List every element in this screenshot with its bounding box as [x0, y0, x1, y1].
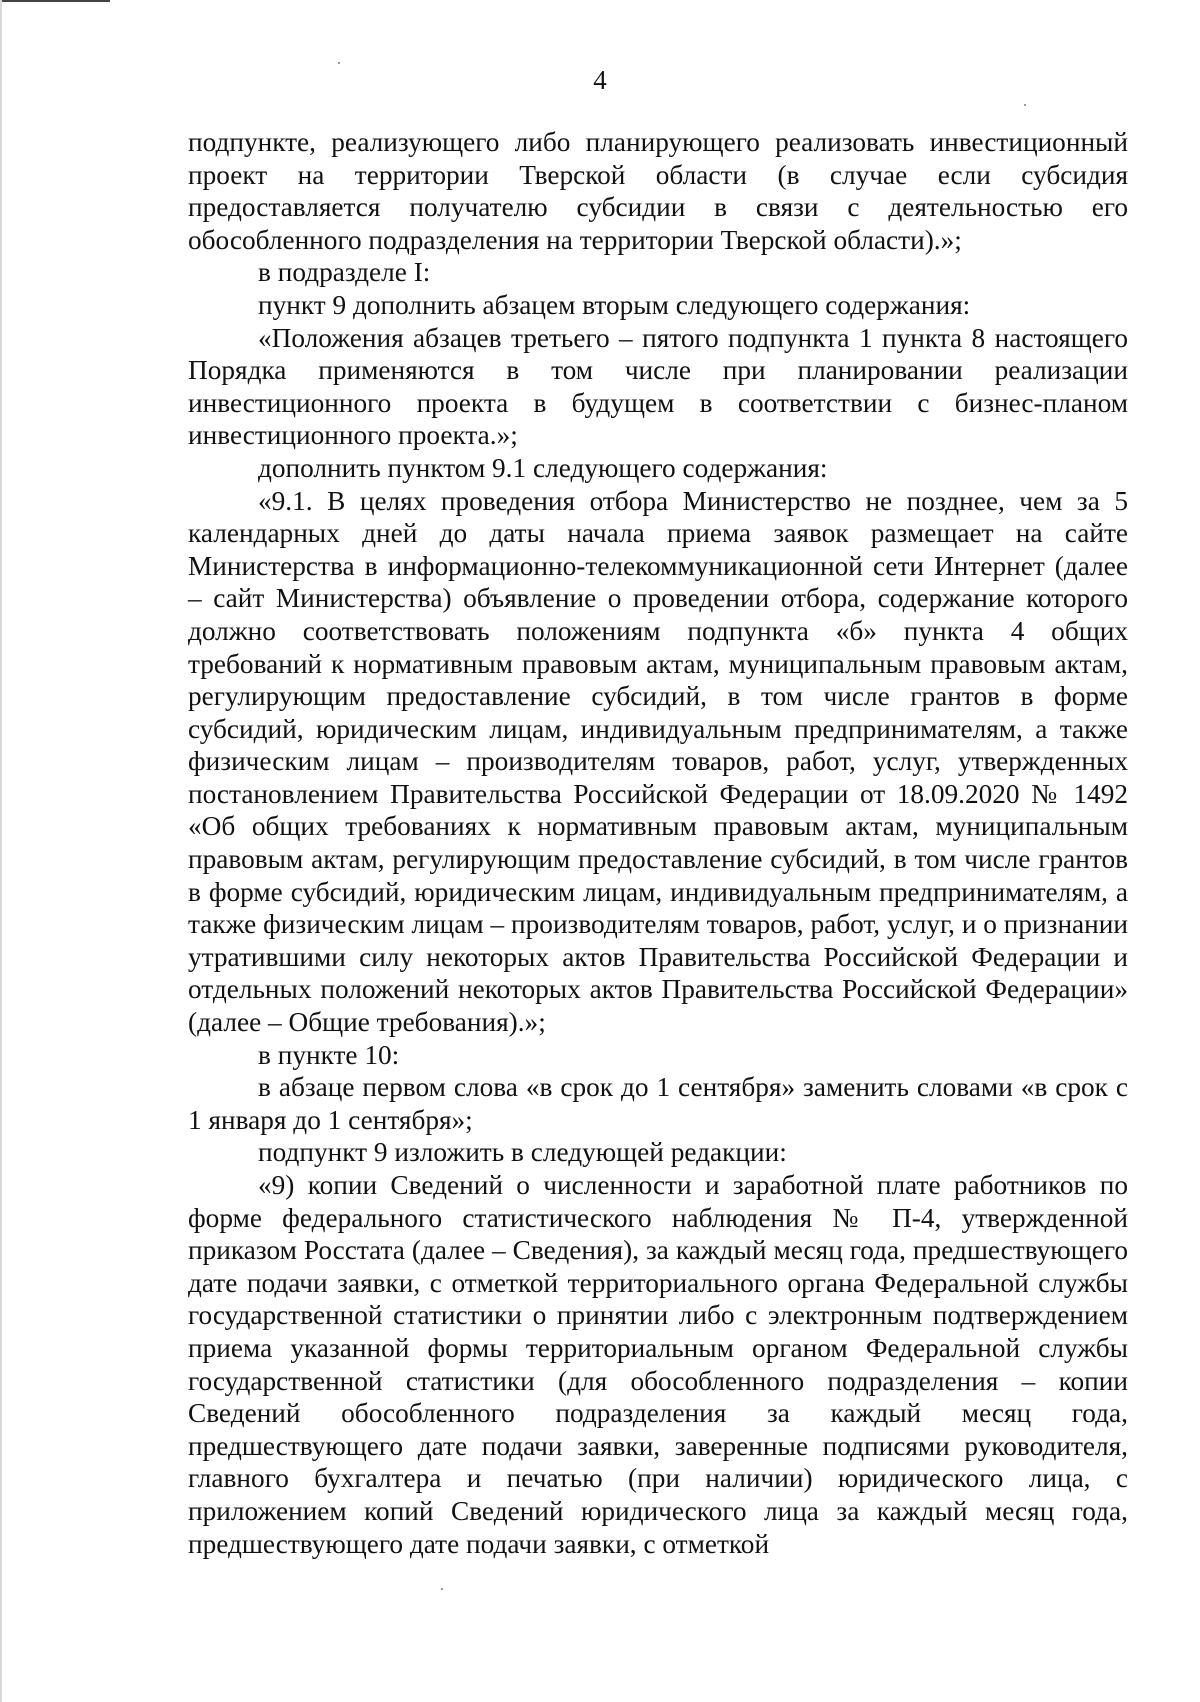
paragraph-point-heading: в пункте 10: [258, 1039, 400, 1070]
paragraph-subsection-heading: в подразделе I: [258, 257, 431, 288]
page-number: 4 [593, 65, 607, 95]
paragraph-instruction: пункт 9 дополнить абзацем вторым следующего содержания: [258, 289, 971, 320]
scan-speck [441, 1588, 443, 1590]
scan-edge-shadow [0, 0, 2, 1702]
paragraph-continuation: подпункте, реализующего либо планирующего реализовать инвестиционный проект на территории Тверской области (в случае если субсидия предоставляется получателю субсидии в связи с деятельностью его обособленного подразделения на территории Тверской области).»; [188, 127, 1128, 255]
paragraph-quoted-clause-9-1: «9.1. В целях проведения отбора Министерство не позднее, чем за 5 календарных дней до даты начала приема заявок размещает на сайте Министерства в информационно-телекоммуникационной сети Интернет (далее – сайт Министерства) объявление о проведении отбора, содержание которого должно соответствовать положениям подпункта «б» пункта 4 общих требований к нормативным правовым актам, муниципальным правовым актам, регулирующим предоставление субсидий, в том числе грантов в форме субсидий, юридическим лицам, индивидуальным предпринимателям, а также физическим лицам – производителям товаров, работ, услуг, утвержденных постановлением Правительства Российской Федерации от 18.09.2020 № 1492 «Об общих требованиях к нормативным правовым актам, муниципальным правовым актам, регулирующим предоставление субсидий, в том числе грантов в форме субсидий, юридическим лицам, индивидуальным предпринимателям, а также физическим лицам – производителям товаров, работ, услуг, и о признании утратившими силу некоторых актов Правительства Российской Федерации и отдельных положений некоторых актов Правительства Российской Федерации» (далее – Общие требования).»; [188, 485, 1128, 1038]
paragraph-quoted-subclause-9: «9) копии Сведений о численности и заработной плате работников по форме федерального статистического наблюдения № П-4, утвержденной приказом Росстата (далее – Сведения), за каждый месяц года, предшествующего дате подачи заявки, с отметкой территориального органа Федеральной службы государственной статистики о принятии либо с электронным подтверждением приема указанной формы территориальным органом Федеральной службы государственной статистики (для обособленного подразделения – копии Сведений обособленного подразделения за каждый месяц года, предшествующего дате подачи заявки, заверенные подписями руководителя, главного бухгалтера и печатью (при наличии) юридического лица, с приложением копий Сведений юридического лица за каждый месяц года, предшествующего дате подачи заявки, с отметкой [188, 1170, 1128, 1559]
paragraph-quoted-provision: «Положения абзацев третьего – пятого подпункта 1 пункта 8 настоящего Порядка применяются в том числе при планировании реализации инвестиционного проекта в будущем в соответствии с бизнес-планом инвестиционного проекта.»; [188, 322, 1128, 451]
paragraph-amendment: в абзаце первом слова «в срок до 1 сентября» заменить словами «в срок с 1 января до 1 сентября»; [188, 1072, 1128, 1135]
paragraph-instruction: дополнить пунктом 9.1 следующего содержания: [258, 452, 828, 483]
document-body [188, 126, 1128, 1560]
scan-edge-mark [0, 0, 110, 2]
scan-speck [1024, 104, 1026, 106]
paragraph-instruction: подпункт 9 изложить в следующей редакции: [258, 1137, 787, 1168]
